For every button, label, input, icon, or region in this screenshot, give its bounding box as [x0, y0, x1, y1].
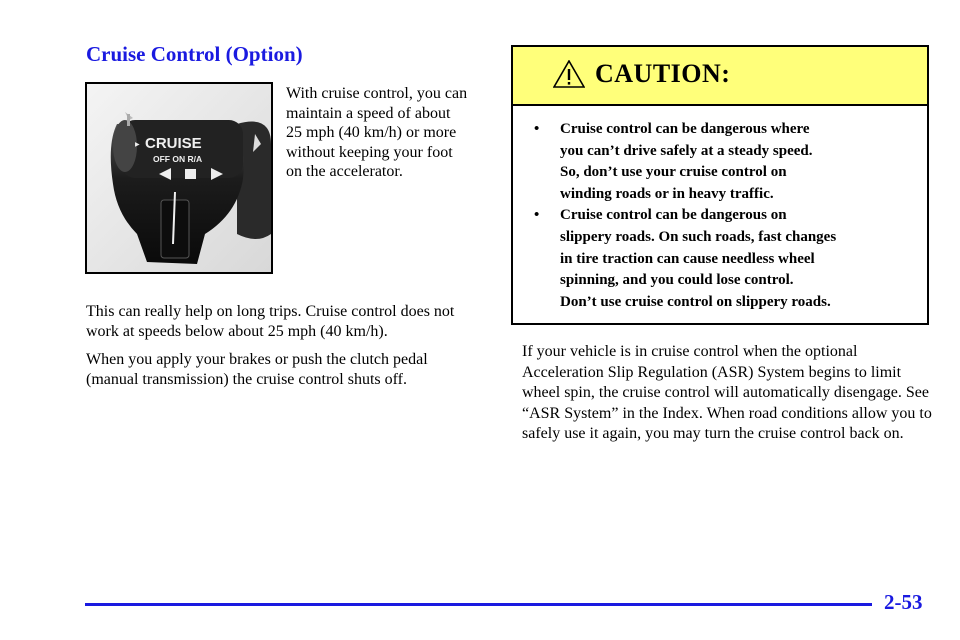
caution-item-text: Cruise control can be dangerous where you can’t drive safely at a steady speed. So, don’t use your cruise control on winding roads or in heavy traffic. [560, 121, 813, 202]
caution-title: CAUTION: [595, 59, 731, 88]
intro-line: With cruise control, you can [286, 85, 468, 102]
svg-text:▶: ▶ [135, 142, 140, 148]
caution-item [513, 119, 900, 205]
section-title: Cruise Control (Option) [86, 42, 303, 66]
intro-line: without keeping your foot [286, 143, 453, 161]
lever-sublabel: OFF ON R/A [153, 154, 203, 164]
brakes-paragraph: When you apply your brakes or push the clutch pedal (manual transmission) the cruise control shuts off. [86, 351, 428, 388]
long-trips-paragraph: This can really help on long trips. Cruise control does not work at speeds below about 25 mph (40 km/h). [86, 303, 455, 340]
page-number: 2-53 [884, 590, 923, 614]
warning-triangle-icon [553, 60, 585, 88]
cruise-lever-photo [85, 82, 273, 274]
lever-label: CRUISE [145, 135, 202, 152]
intro-text [286, 84, 486, 182]
intro-line: maintain a speed of about [286, 104, 451, 122]
asr-paragraph: If your vehicle is in cruise control when the optional Acceleration Slip Regulation (ASR) System begins to limit wheel spin, the cruise control will automatically disengage. See “ASR System” in the Index. When road conditions allow you to safely use it again, you may turn the cruise control back on. [522, 343, 932, 442]
caution-list [513, 119, 900, 313]
intro-line: 25 mph (40 km/h) or more [286, 124, 457, 142]
caution-item [513, 205, 900, 313]
caution-header [513, 47, 927, 106]
bullet-glyph: • [534, 207, 540, 224]
footer-rule [85, 603, 872, 606]
bullet-glyph: • [534, 121, 540, 137]
caution-box [511, 45, 929, 325]
caution-item-text: Cruise control can be dangerous on slippery roads. On such roads, fast changes in tire traction can cause needless wheel spinning, and you could lose control. Don’t use cruise control on slippery roads. [560, 207, 837, 310]
intro-line: on the accelerator. [286, 163, 403, 181]
